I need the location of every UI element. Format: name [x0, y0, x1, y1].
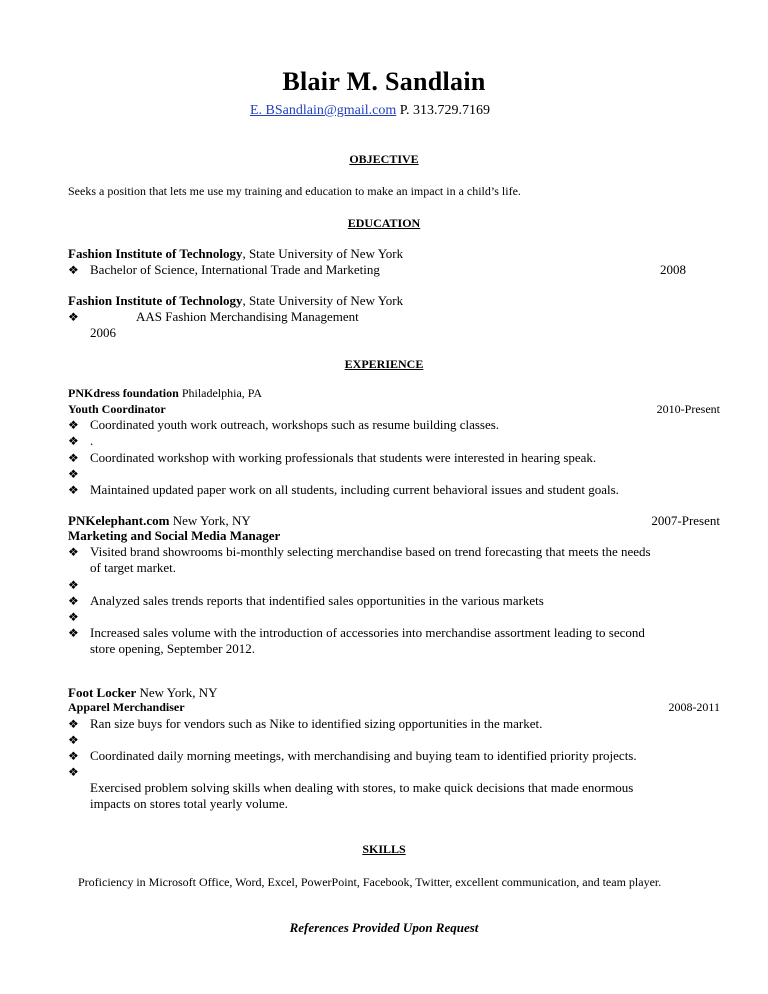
- education-school-1: [68, 246, 403, 262]
- skills-text: Proficiency in Microsoft Office, Word, Excel, PowerPoint, Facebook, Twitter, excellent communication, and team player.: [78, 875, 662, 889]
- phone-number: P. 313.729.7169: [399, 103, 490, 118]
- school-affiliation: , State University of New York: [242, 246, 404, 261]
- education-year-2: 2006: [90, 325, 116, 340]
- job-dates-3: 2008-2011: [668, 700, 720, 714]
- job2-bullet-5: [68, 625, 645, 641]
- bullet-text: Maintained updated paper work on all students, including current behavioral issues and student goals.: [90, 482, 619, 497]
- school-affiliation: , State University of New York: [242, 293, 404, 308]
- email-link[interactable]: E. BSandlain@gmail.com: [250, 103, 397, 118]
- degree-text: AAS Fashion Merchandising Management: [136, 309, 359, 324]
- bullet-icon: ❖: [68, 749, 79, 763]
- job1-bullet-1: [68, 417, 499, 433]
- bullet-icon: ❖: [68, 610, 79, 624]
- bullet-icon: ❖: [68, 733, 79, 747]
- education-heading: EDUCATION: [347, 216, 421, 230]
- job3-bullet-1: [68, 716, 542, 732]
- job-dates-1: 2010-Present: [656, 402, 720, 416]
- job1-bullet-3: [68, 450, 596, 466]
- school-name: Fashion Institute of Technology: [68, 293, 243, 308]
- bullet-text: Increased sales volume with the introduction of accessories into merchandise assortment leading to second: [90, 625, 645, 640]
- job3-bullet-4: [68, 764, 90, 780]
- bullet-icon: ❖: [68, 765, 79, 779]
- job3-bullet-5-cont: impacts on stores total yearly volume.: [90, 796, 288, 811]
- bullet-icon: ❖: [68, 451, 79, 465]
- job2-bullet-1-cont: of target market.: [90, 560, 177, 575]
- job1-bullet-2: [68, 433, 93, 449]
- job2-bullet-1: [68, 544, 651, 560]
- job-org-1: [68, 386, 262, 401]
- bullet-text: Coordinated daily morning meetings, with merchandising and buying team to identified priority projects.: [90, 748, 637, 763]
- job1-bullet-5: [68, 482, 619, 498]
- bullet-text: Analyzed sales trends reports that indentified sales opportunities in the various markets: [90, 593, 544, 608]
- job-title-2: Marketing and Social Media Manager: [68, 528, 281, 543]
- org-name: Foot Locker: [68, 685, 137, 700]
- job3-bullet-3: [68, 748, 637, 764]
- objective-text: Seeks a position that lets me use my training and education to make an impact in a child’s life.: [68, 184, 521, 198]
- job2-bullet-2: [68, 577, 90, 593]
- bullet-icon: ❖: [68, 545, 79, 559]
- degree-text: Bachelor of Science, International Trade and Marketing: [90, 262, 380, 277]
- experience-heading: EXPERIENCE: [344, 357, 424, 371]
- bullet-icon: ❖: [68, 594, 79, 608]
- education-degree-2: [68, 309, 359, 325]
- education-degree-1: [68, 262, 380, 278]
- bullet-icon: ❖: [68, 310, 79, 324]
- bullet-icon: ❖: [68, 263, 79, 277]
- job-title-1: Youth Coordinator: [68, 402, 166, 416]
- job3-bullet-5: Exercised problem solving skills when dealing with stores, to make quick decisions that made enormous: [90, 780, 634, 795]
- objective-heading: OBJECTIVE: [349, 152, 419, 166]
- bullet-icon: ❖: [68, 418, 79, 432]
- bullet-icon: ❖: [68, 717, 79, 731]
- bullet-text: Visited brand showrooms bi-monthly selecting merchandise based on trend forecasting that meets the needs: [90, 544, 651, 559]
- contact-line: [250, 103, 490, 119]
- org-name: PNKelephant.com: [68, 513, 170, 528]
- education-year-1: 2008: [660, 262, 686, 277]
- job2-bullet-4: [68, 609, 90, 625]
- org-location: New York, NY: [169, 513, 251, 528]
- org-location: Philadelphia, PA: [178, 386, 263, 400]
- bullet-text: Ran size buys for vendors such as Nike to identified sizing opportunities in the market.: [90, 716, 543, 731]
- bullet-icon: ❖: [68, 626, 79, 640]
- org-name: PNKdress foundation: [68, 386, 179, 400]
- school-name: Fashion Institute of Technology: [68, 246, 243, 261]
- org-location: New York, NY: [136, 685, 218, 700]
- bullet-icon: ❖: [68, 467, 79, 481]
- references-note: References Provided Upon Request: [289, 920, 479, 935]
- job2-bullet-5-cont: store opening, September 2012.: [90, 641, 255, 656]
- bullet-text: Coordinated workshop with working professionals that students were interested in hearing speak.: [90, 450, 597, 465]
- job-title-3: Apparel Merchandiser: [68, 700, 185, 714]
- bullet-icon: ❖: [68, 578, 79, 592]
- bullet-icon: ❖: [68, 434, 79, 448]
- job3-bullet-2: [68, 732, 90, 748]
- job-org-3: [68, 685, 218, 701]
- candidate-name: Blair M. Sandlain: [282, 67, 486, 96]
- job1-bullet-4: [68, 466, 90, 482]
- job-dates-2: 2007-Present: [651, 513, 720, 528]
- job-org-2: [68, 513, 251, 529]
- bullet-text: Coordinated youth work outreach, workshops such as resume building classes.: [90, 417, 500, 432]
- bullet-text: .: [90, 433, 94, 448]
- education-school-2: [68, 293, 403, 309]
- bullet-icon: ❖: [68, 483, 79, 497]
- job2-bullet-3: [68, 593, 544, 609]
- skills-heading: SKILLS: [362, 842, 406, 856]
